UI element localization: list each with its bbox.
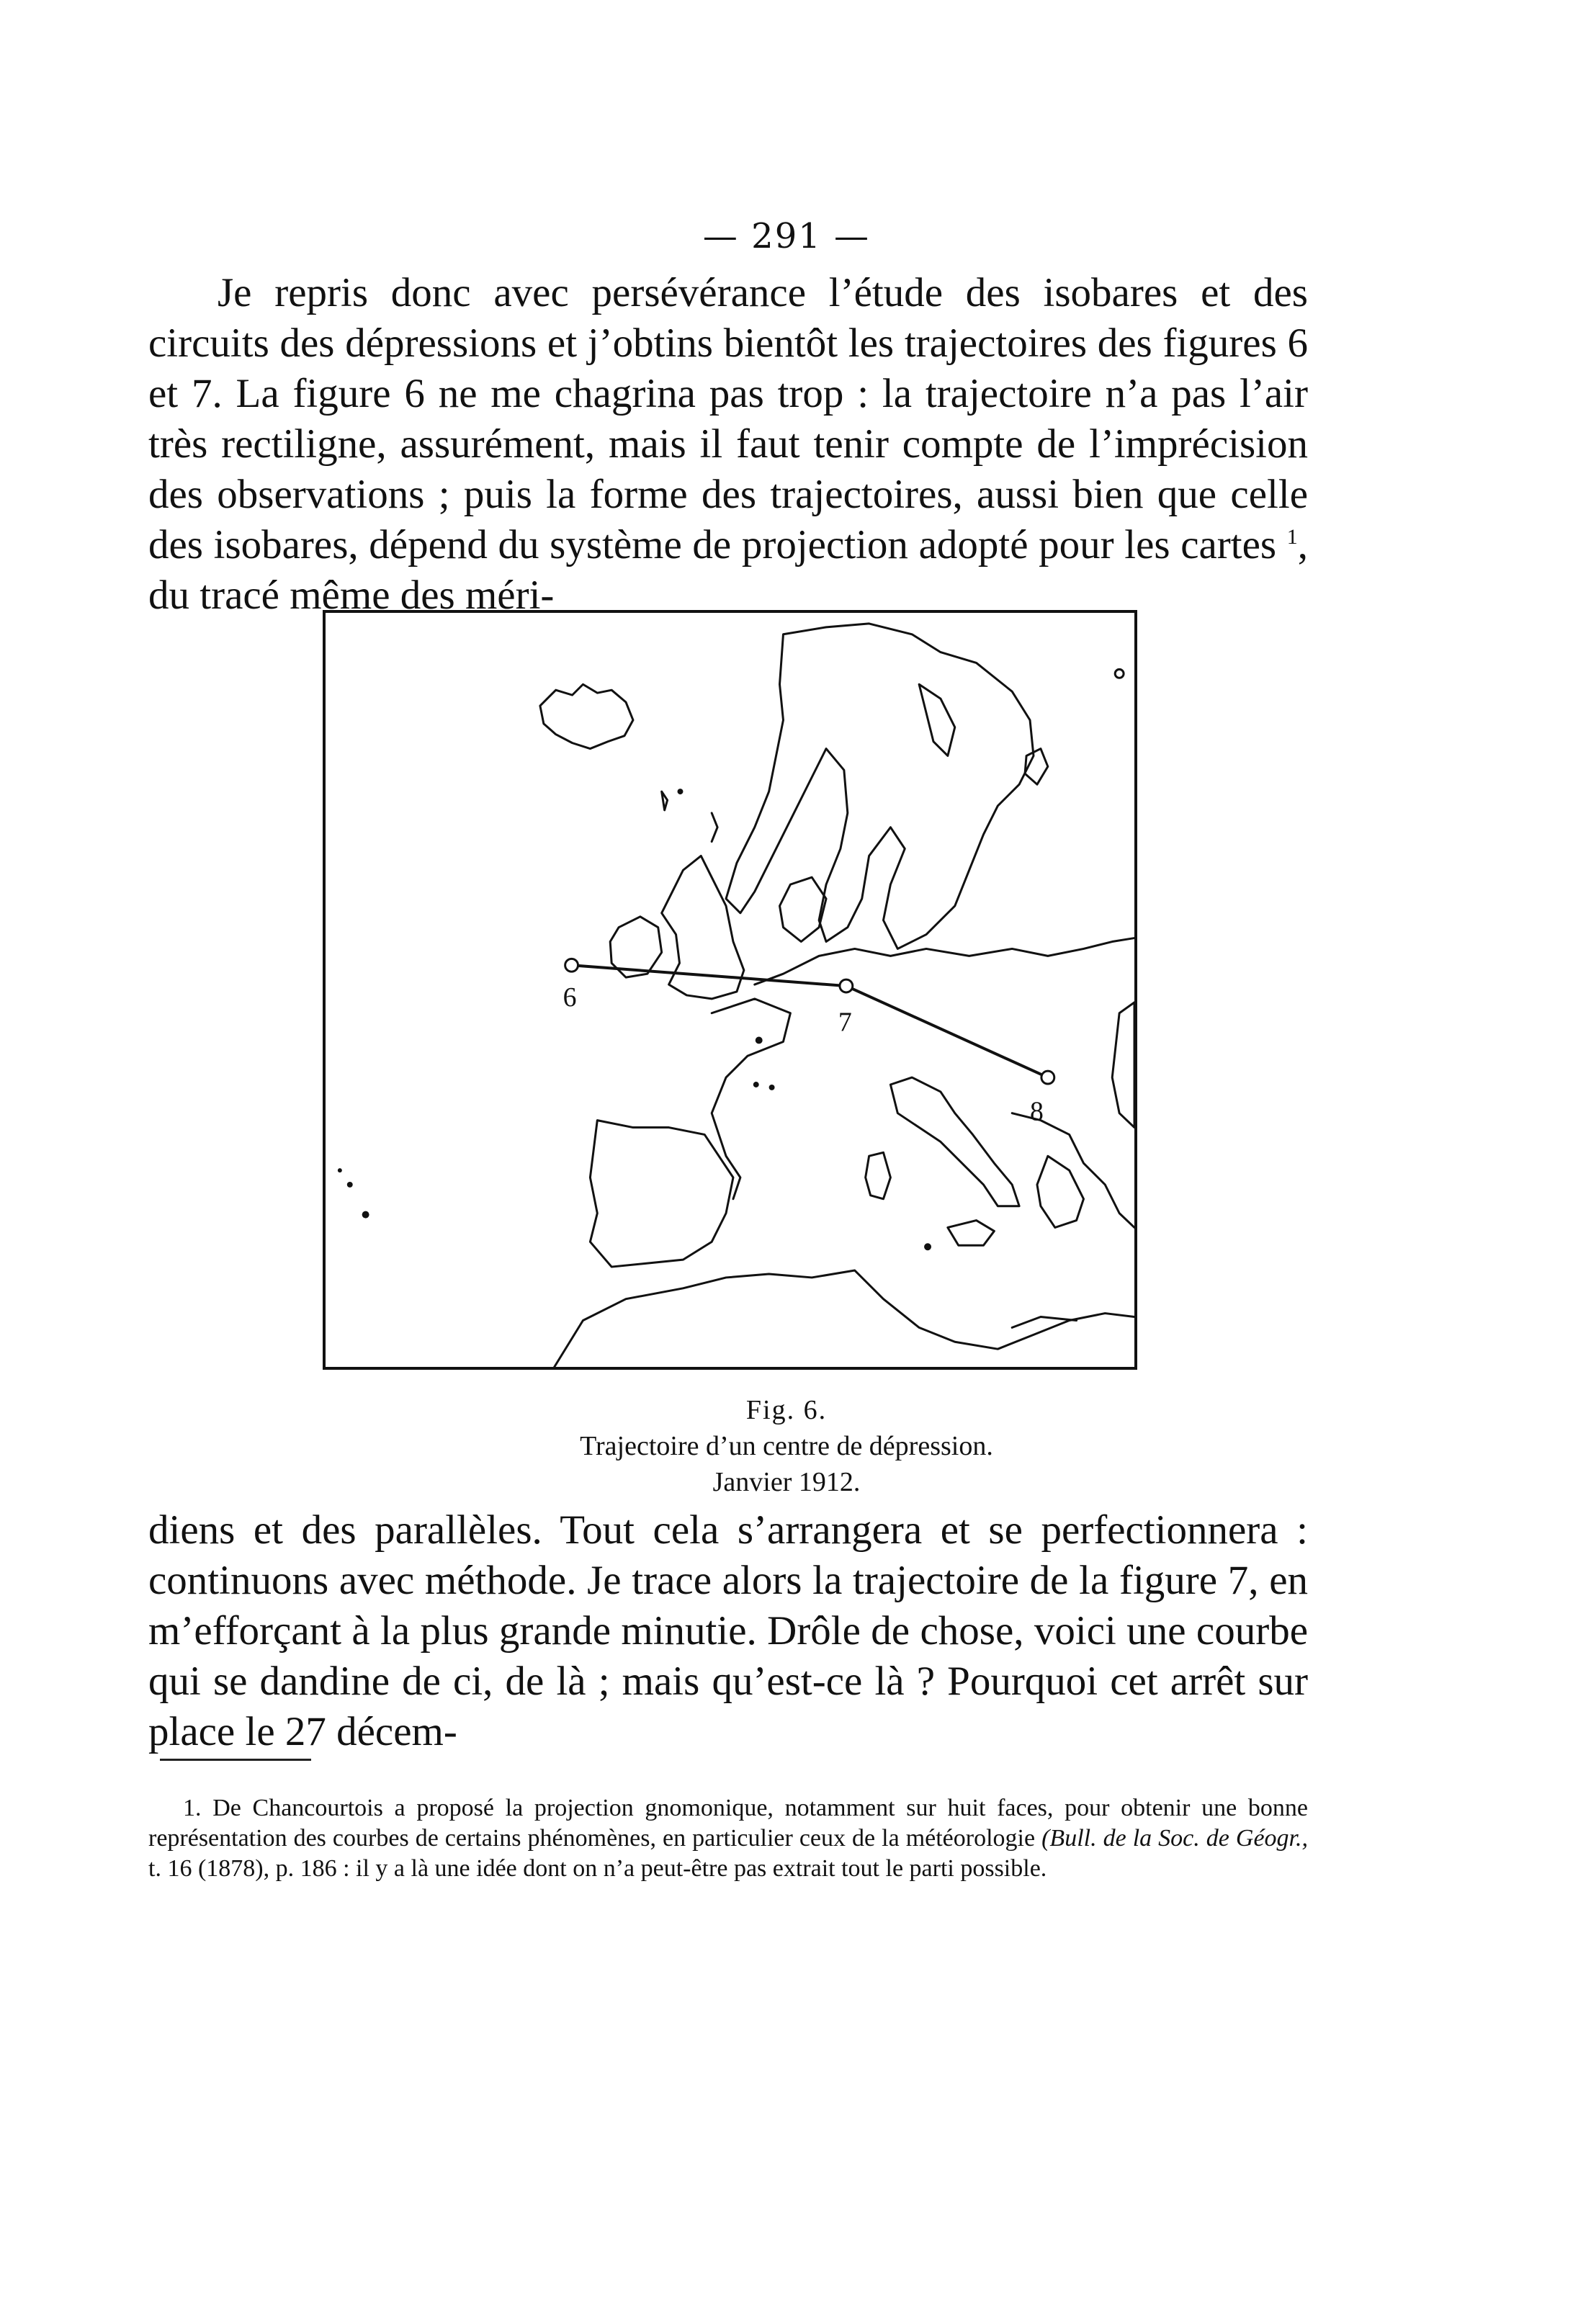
scandinavia-coast bbox=[726, 624, 1034, 949]
footnote-number: 1. bbox=[183, 1795, 202, 1821]
depression-trajectory bbox=[563, 959, 1054, 1126]
denmark-coast bbox=[780, 877, 827, 941]
trajectory-line bbox=[572, 965, 1048, 1077]
page-number: — 291 — bbox=[702, 216, 871, 256]
sicily bbox=[948, 1221, 995, 1246]
balkans-coast bbox=[1012, 1113, 1134, 1228]
footnote-text-before: De Chancourtois a proposé la projection gnomonique, notamment sur huit faces, pour obtenir une bonne représentation des courbes de certains phénomènes, en particulier ceux de la météorologie bbox=[148, 1795, 1308, 1852]
footnote bbox=[148, 1793, 1308, 1884]
trajectory-point-6 bbox=[565, 959, 578, 972]
iceland-coast bbox=[540, 684, 633, 748]
figure-date: Janvier 1912. bbox=[712, 1467, 861, 1497]
trajectory-point-8 bbox=[1041, 1071, 1054, 1084]
point-label-6: 6 bbox=[563, 982, 577, 1013]
trajectory-point-7 bbox=[840, 979, 853, 992]
islands-north bbox=[712, 813, 717, 842]
france-coast bbox=[712, 999, 790, 1199]
footnote-reference: 1 bbox=[1286, 525, 1298, 549]
italy-coast bbox=[890, 1077, 1019, 1206]
turkey-coast bbox=[1112, 1002, 1134, 1128]
paragraph-top-text: Je repris donc avec persévérance l’étude des isobares et des circuits des dépressions et j’obtins bientôt les trajectoires des figures 6 et 7. La figure 6 ne me chagrina pas trop : la trajectoire n’a pas l’air très rectiligne, assurément, mais il faut tenir compte de l’imprécision des observations ; puis la forme des trajectoires, aussi bien que celle des isobares, dépend du système de projection adopté pour les cartes bbox=[148, 270, 1308, 567]
point-label-7: 7 bbox=[838, 1007, 852, 1038]
faroe-shetland bbox=[662, 791, 668, 810]
figure-title: Trajectoire d’un centre de dépression. bbox=[580, 1431, 993, 1461]
europe-map bbox=[326, 613, 1134, 1367]
finland-lakes bbox=[919, 684, 955, 755]
footnote-text-after: t. 16 (1878), p. 186 : il y a là une idée dont on n’a peut-être pas extrait tout le parti possible. bbox=[148, 1855, 1047, 1882]
map-dot-ne bbox=[1115, 669, 1124, 678]
paragraph-top bbox=[148, 268, 1308, 621]
figure-map-frame bbox=[323, 610, 1137, 1370]
continental-coast bbox=[755, 938, 1134, 985]
footnote-rule bbox=[160, 1759, 311, 1761]
north-africa-coast bbox=[555, 1270, 1134, 1367]
paragraph-bottom: diens et des parallèles. Tout cela s’arrangera et se perfectionnera : continuons avec méthode. Je trace alors la trajectoire de la figure 7, en m’efforçant à la plus grande minutie. Drôle de chose, voici une courbe qui se dandine de ci, de là ; mais qu’est-ce là ? Pourquoi cet arrêt sur place le 27 décem- bbox=[148, 1507, 1308, 1754]
iberia-coast bbox=[590, 1121, 733, 1267]
figure-label: Fig. 6. bbox=[745, 1395, 828, 1425]
sardinia bbox=[866, 1152, 891, 1199]
greece-coast bbox=[1037, 1156, 1084, 1227]
paragraph-top-end: , du tracé même des méri- bbox=[148, 522, 1308, 618]
footnote-citation: (Bull. de la Soc. de Géogr., bbox=[1041, 1825, 1309, 1852]
point-label-8: 8 bbox=[1030, 1096, 1044, 1127]
